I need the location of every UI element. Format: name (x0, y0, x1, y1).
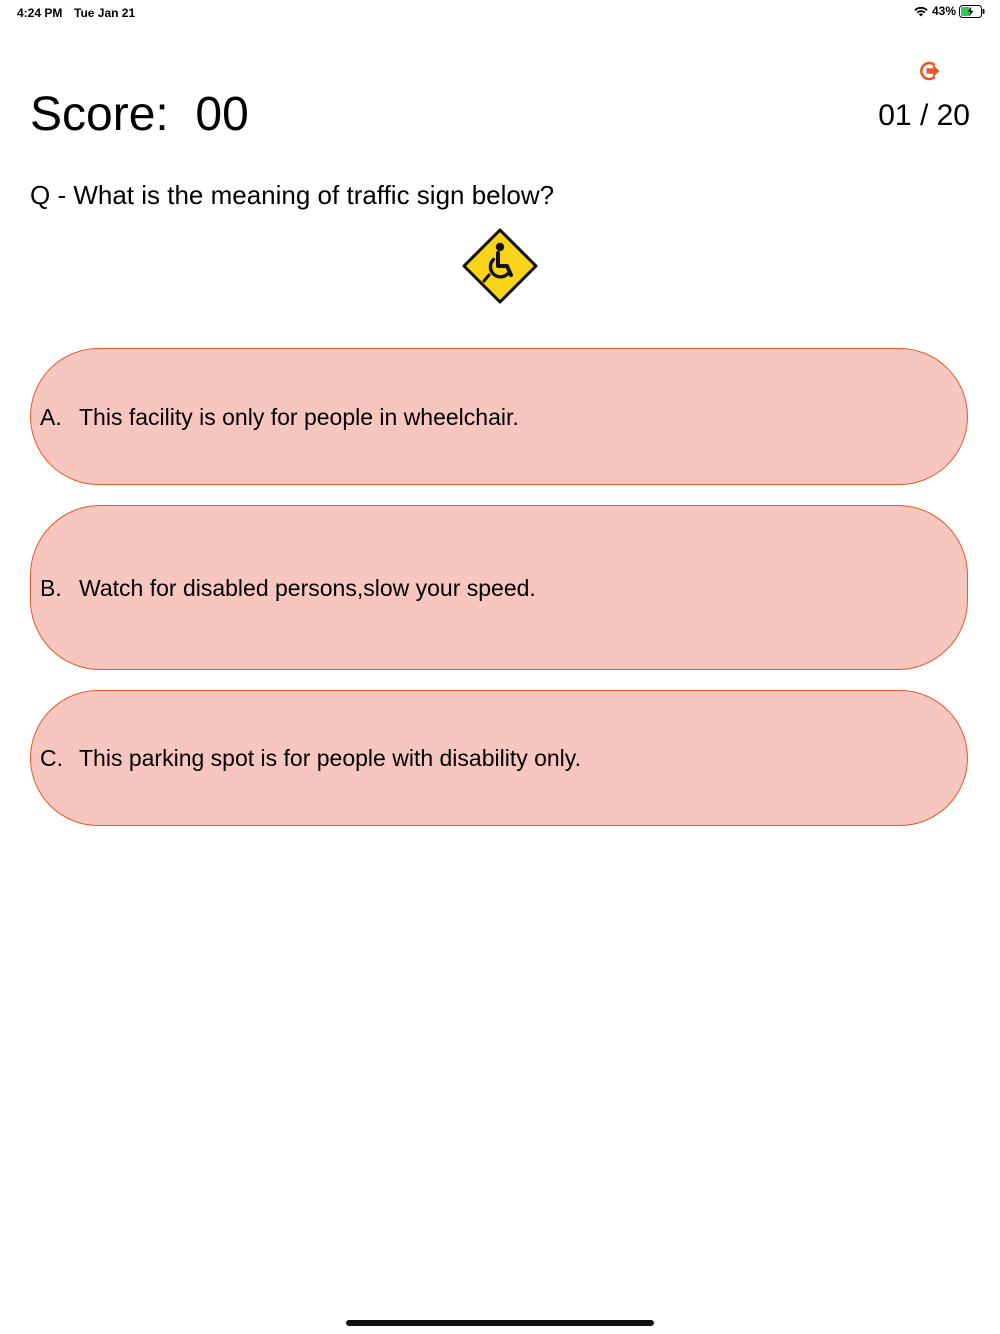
question-text: Q - What is the meaning of traffic sign below? (30, 180, 555, 210)
answer-option-b[interactable] (30, 505, 968, 670)
home-indicator[interactable] (346, 1320, 654, 1326)
battery-charging-icon (959, 5, 985, 18)
answer-option-c[interactable] (30, 690, 968, 826)
disabled-persons-warning-sign-icon (462, 228, 538, 304)
option-letter: A. (40, 403, 62, 430)
answer-option-a[interactable] (30, 348, 968, 485)
status-date: Tue Jan 21 (74, 6, 136, 20)
status-time: 4:24 PM (17, 6, 63, 20)
option-text: Watch for disabled persons,slow your speed. (79, 574, 536, 601)
question-progress: 01 / 20 (878, 99, 970, 132)
option-text: This facility is only for people in wheelchair. (79, 403, 519, 430)
status-indicators (913, 4, 985, 18)
option-letter: C. (40, 745, 63, 771)
option-letter: B. (40, 574, 62, 601)
wifi-icon (913, 5, 929, 17)
score-label: Score: 00 (30, 88, 249, 141)
status-bar (0, 0, 1000, 24)
option-text: This parking spot is for people with disability only. (79, 745, 581, 771)
battery-percent: 43% (931, 4, 956, 18)
exit-icon[interactable] (918, 58, 944, 84)
